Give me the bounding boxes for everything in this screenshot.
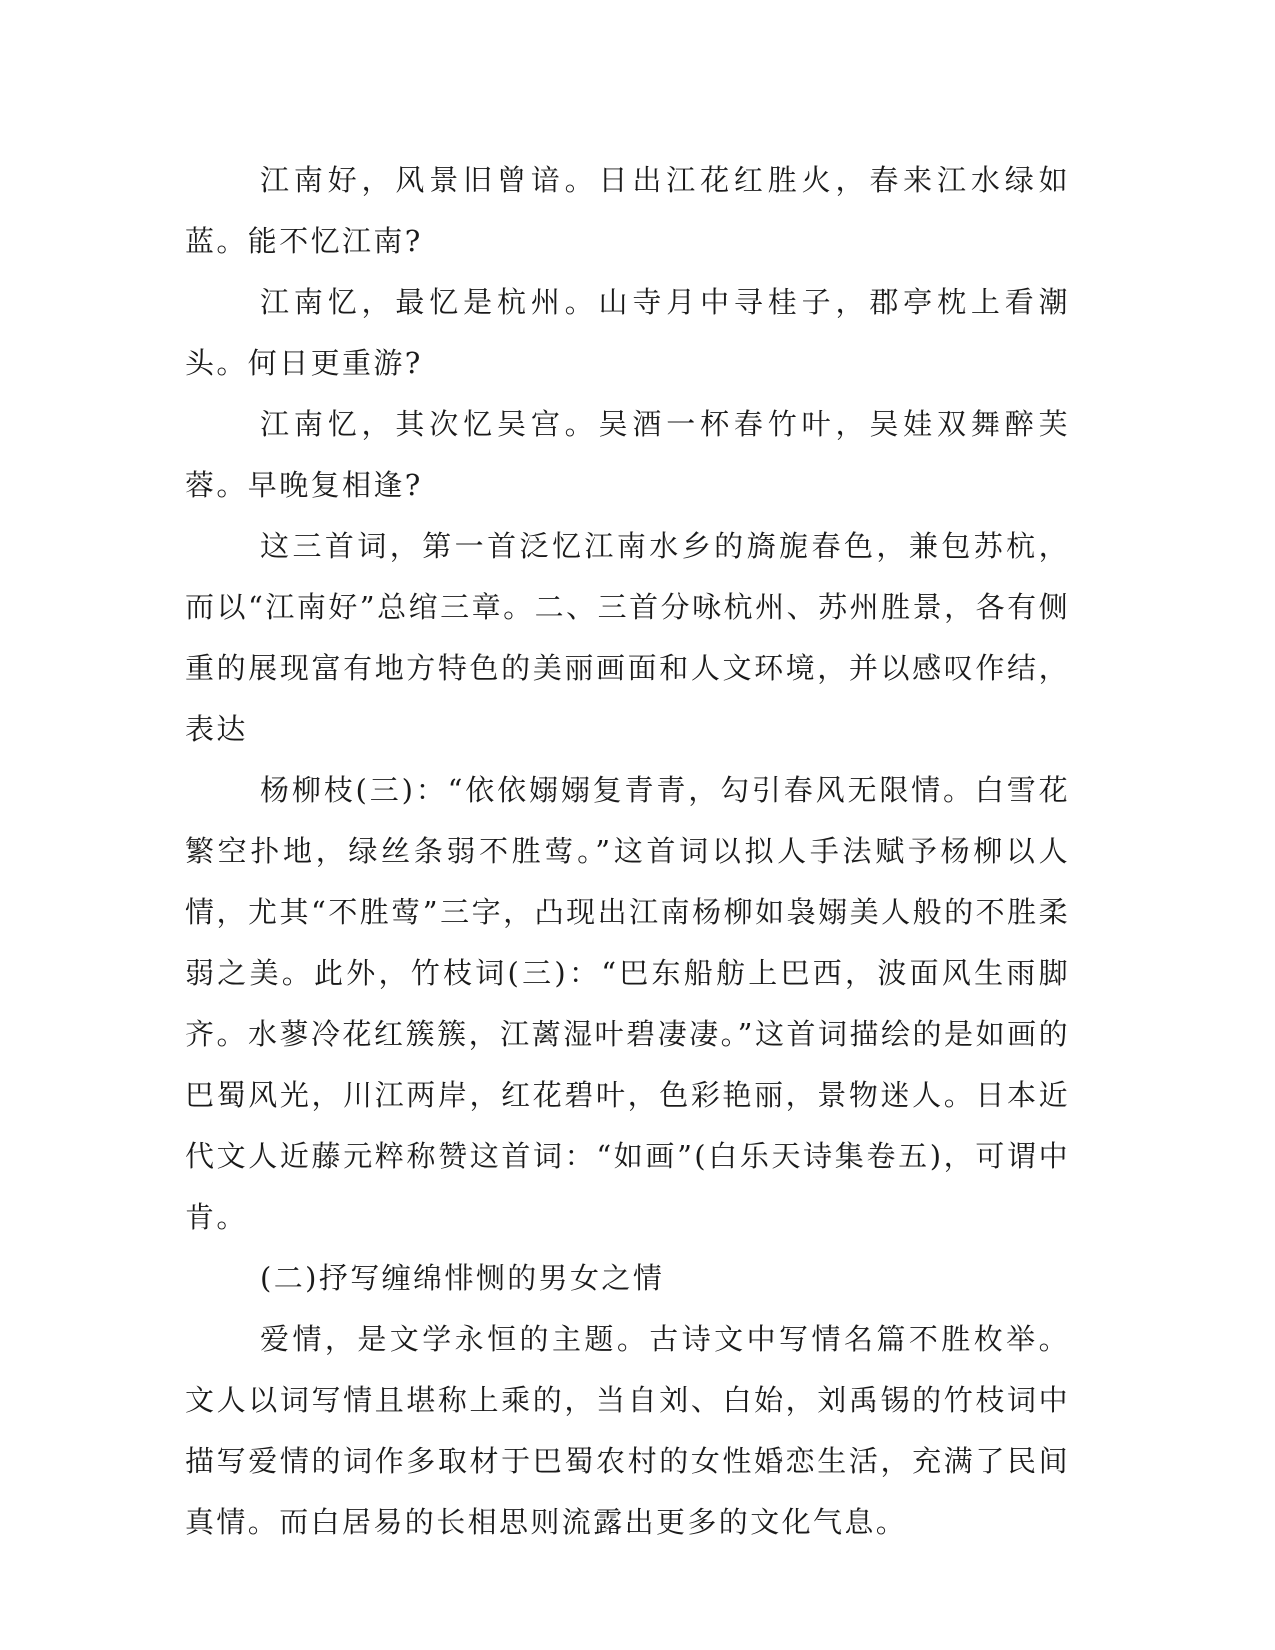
- paragraph-commentary: 这三首词，第一首泛忆江南水乡的旖旎春色，兼包苏杭，而以“江南好”总绾三章。二、三首分咏杭州、苏州胜景，各有侧重的展现富有地方特色的美丽画面和人文环境，并以感叹作结，表达: [185, 529, 1070, 746]
- paragraph-yangliuzhi: 杨柳枝(三)：“依依嫋嫋复青青，勾引春风无限情。白雪花繁空扑地，绿丝条弱不胜莺。”这首词以拟人手法赋予杨柳以人情，尤其“不胜莺”三字，凸现出江南杨柳如袅嫋美人般的不胜柔弱之美。此外，竹枝词(三)：“巴东船舫上巴西，波面风生雨脚齐。水蓼冷花红簇簇，江蓠湿叶碧凄凄。”这首词描绘的是如画的巴蜀风光，川江两岸，红花碧叶，色彩艳丽，景物迷人。日本近代文人近藤元粹称赞这首词：“如画”(白乐天诗集卷五)，可谓中肯。: [185, 773, 1070, 1234]
- section-heading: (二)抒写缠绵悱恻的男女之情: [260, 1261, 665, 1295]
- paragraph-jiangnan-yi-wugong: 江南忆，其次忆吴宫。吴酒一杯春竹叶，吴娃双舞醉芙蓉。早晚复相逢?: [185, 407, 1070, 502]
- paragraph-jiangnan-yi-hangzhou: 江南忆，最忆是杭州。山寺月中寻桂子，郡亭枕上看潮头。何日更重游?: [185, 285, 1070, 380]
- document-page: [185, 150, 1070, 1553]
- paragraph-jiangnan-hao: 江南好，风景旧曾谙。日出江花红胜火，春来江水绿如蓝。能不忆江南?: [185, 163, 1070, 258]
- paragraph-love-theme: 爱情，是文学永恒的主题。古诗文中写情名篇不胜枚举。文人以词写情且堪称上乘的，当自刘、白始，刘禹锡的竹枝词中描写爱情的词作多取材于巴蜀农村的女性婚恋生活，充满了民间真情。而白居易的长相思则流露出更多的文化气息。: [185, 1322, 1070, 1539]
